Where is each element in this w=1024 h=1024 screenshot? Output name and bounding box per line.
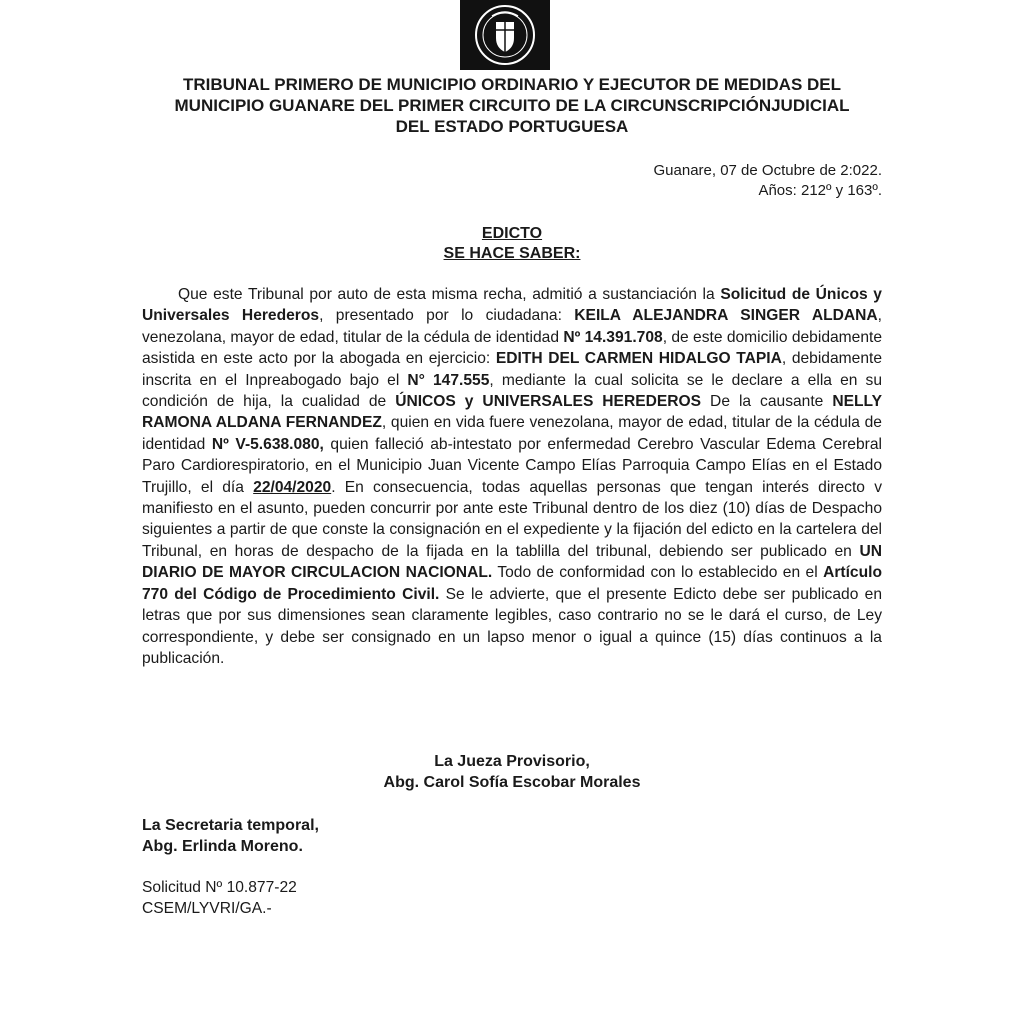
judge-name: Abg. Carol Sofía Escobar Morales — [383, 774, 641, 791]
body-segment: . En consecuencia, todas aquellas personas que tengan interés directo v manifiesto en el asunto, pueden concurrir por ante este Tribunal dentro de los diez (10) días de Despacho siguientes a partir de que conste la consignación en el expediente y la fijación del edicto en la cartelera del Tribunal, en horas de despacho de la fijada en la tablilla del tribunal, debiendo ser publicado en — [142, 478, 882, 560]
body-segment: , presentado por lo ciudadana: — [319, 307, 575, 325]
body-segment: , quien en vida fuere venezolana, mayor de edad, titular de la cédula de identidad — [142, 414, 882, 453]
body-segment: , mediante la cual solicita se le declare a ella en su condición de hija, la cualidad de — [142, 371, 882, 411]
coat-of-arms-seal-icon — [460, 0, 550, 70]
header-line-3: DEL ESTADO PORTUGUESA — [395, 117, 629, 136]
body-segment: N° 147.555 — [407, 371, 490, 389]
secretary-name: Abg. Erlinda Moreno. — [142, 838, 303, 855]
body-segment: , venezolana, mayor de edad, titular de la cédula de identidad — [142, 307, 882, 346]
edicto-title: EDICTO — [481, 225, 543, 242]
body-segment: ÚNICOS y UNIVERSALES HEREDEROS — [395, 393, 702, 411]
reference-block — [142, 877, 297, 919]
se-hace-saber-title: SE HACE SABER: — [443, 245, 581, 262]
request-number: Solicitud Nº 10.877-22 — [142, 879, 297, 896]
body-segment: UN DIARIO DE MAYOR CIRCULACION NACIONAL. — [142, 542, 882, 582]
body-segment: Solicitud de Únicos y Universales Herederos — [142, 286, 882, 325]
body-segment: Nº V-5.638.080, — [211, 435, 324, 453]
body-segment: quien falleció ab-intestato por enfermedad Cerebro Vascular Edema Cerebral Paro Cardiorespiratorio, en el Municipio Juan Vicente Campo Elías Parroquia Campo Elías en el Estado Trujillo, el día — [142, 435, 882, 496]
document-titles — [0, 224, 1024, 264]
header-line-1: TRIBUNAL PRIMERO DE MUNICIPIO ORDINARIO Y EJECUTOR DE MEDIDAS DEL — [182, 75, 842, 94]
edict-body — [142, 284, 882, 669]
body-segment: Nº 14.391.708 — [563, 328, 663, 346]
header-line-2: MUNICIPIO GUANARE DEL PRIMER CIRCUITO DE LA CIRCUNSCRIPCIÓNJUDICIAL — [174, 96, 850, 115]
body-segment: Todo de conformidad con lo establecido en el — [492, 564, 824, 582]
body-segment: EDITH DEL CARMEN HIDALGO TAPIA — [495, 350, 782, 368]
body-segment: 22/04/2020 — [253, 478, 332, 496]
body-segment: , de este domicilio debidamente asistida en este acto por la abogada en ejercicio: — [142, 328, 883, 368]
body-segment: KEILA ALEJANDRA SINGER ALDANA — [574, 307, 878, 325]
date-line: Guanare, 07 de Octubre de 2:022. — [653, 162, 882, 179]
secretary-title: La Secretaria temporal, — [142, 817, 319, 834]
court-header — [120, 74, 904, 137]
body-segment: Que este Tribunal por auto de esta misma recha, admitió a sustanciación la — [178, 286, 721, 303]
body-segment: , debidamente inscrita en el Inpreabogado bajo el — [142, 350, 882, 389]
years-line: Años: 212º y 163º. — [758, 182, 882, 199]
judge-title: La Jueza Provisorio, — [434, 753, 590, 770]
body-segment: Se le advierte, que el presente Edicto debe ser publicado en letras que por sus dimensiones sean claramente legibles, caso contrario no se le dará el curso, de Ley correspondiente, y debe ser consignado en un lapso menor o igual a quince (15) días continuos a la publicación. — [142, 585, 882, 667]
seal-emblem — [470, 2, 540, 68]
initials: CSEM/LYVRI/GA.- — [142, 900, 272, 917]
judge-signature-block — [0, 751, 1024, 793]
date-block — [654, 161, 883, 201]
body-segment: Artículo 770 del Código de Procedimiento Civil. — [142, 564, 882, 603]
body-segment: NELLY RAMONA ALDANA FERNANDEZ — [142, 393, 882, 432]
body-segment: De la causante — [701, 393, 833, 411]
secretary-block — [142, 815, 319, 857]
